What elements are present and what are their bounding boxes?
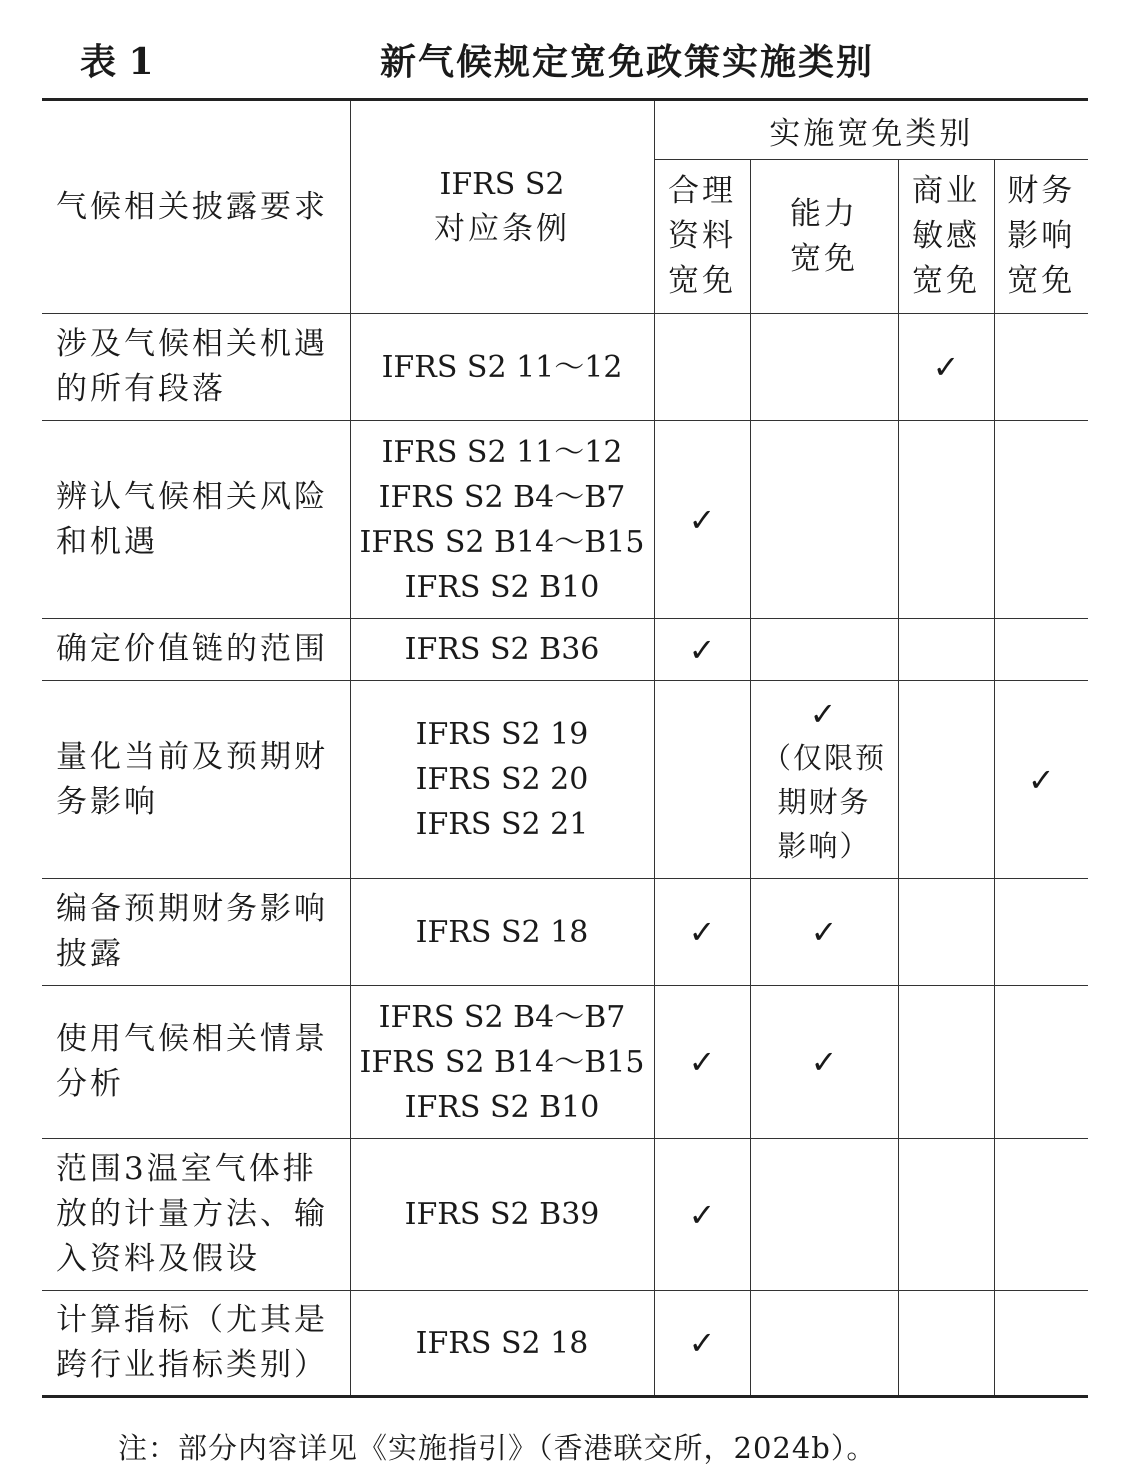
header-line: 宽免 [912,263,980,299]
check-cell-reasonable-info [654,681,750,879]
check-cell-commercial-sensitivity: ✓ [898,314,994,421]
table-row [42,1139,1088,1291]
check-cell-reasonable-info: ✓ [654,879,750,986]
header-clause-line: IFRS S2 [439,167,565,202]
requirement-line: 的所有段落 [56,371,226,407]
requirement-line: 跨行业指标类别） [56,1347,328,1383]
clause-cell [350,619,654,681]
header-line: 宽免 [1007,263,1076,299]
clause-cell [350,1291,654,1397]
clause-cell [350,681,654,879]
header-commercial-sensitivity-exemption [898,160,994,314]
requirement-line: 披露 [56,936,124,972]
check-note-line: 影响） [777,828,871,863]
table-footnote: 注：部分内容详见《实施指引》（香港联交所，2024b）。 [118,1431,877,1465]
requirement-line: 计算指标（尤其是 [56,1302,328,1338]
clause-line: IFRS S2 19 [415,717,589,752]
check-cell-commercial-sensitivity [898,681,994,879]
check-cell-financial-impact [994,879,1088,986]
header-line: 商业 [912,173,980,209]
check-cell-capability [750,619,898,681]
check-cell-reasonable-info [654,314,750,421]
table-row [42,314,1088,421]
header-clause-line: 对应条例 [434,211,570,247]
clause-cell [350,986,654,1139]
check-cell-commercial-sensitivity [898,986,994,1139]
header-capability-exemption [750,160,898,314]
requirement-cell [42,1139,350,1291]
check-cell-reasonable-info: ✓ [654,619,750,681]
requirement-cell [42,314,350,421]
check-cell-capability [750,314,898,421]
clause-line: IFRS S2 B36 [404,632,600,667]
table-row [42,1291,1088,1397]
check-cell-commercial-sensitivity [898,421,994,619]
check-cell-capability: ✓ [750,879,898,986]
check-cell-reasonable-info: ✓ [654,421,750,619]
clause-cell [350,421,654,619]
clause-line: IFRS S2 B10 [404,569,600,605]
check-cell-reasonable-info: ✓ [654,986,750,1139]
clause-line: IFRS S2 B4～B7 [378,479,626,515]
clause-line: IFRS S2 B10 [404,1089,600,1125]
check-cell-commercial-sensitivity [898,1291,994,1397]
requirement-line: 分析 [56,1066,124,1102]
clause-line: IFRS S2 B14～B15 [359,1044,645,1080]
table-row [42,879,1088,986]
check-cell-capability [750,1139,898,1291]
check-cell-financial-impact [994,314,1088,421]
check-cell-commercial-sensitivity [898,1139,994,1291]
check-cell-financial-impact [994,1291,1088,1397]
header-requirement: 气候相关披露要求 [42,100,350,314]
requirement-line: 和机遇 [56,523,158,560]
requirement-cell [42,681,350,879]
requirement-line: 涉及气候相关机遇 [56,326,328,362]
check-cell-capability [750,421,898,619]
requirement-line: 确定价值链的范围 [56,631,328,667]
header-line: 宽免 [668,263,736,299]
clause-line: IFRS S2 20 [415,762,589,797]
clause-cell [350,1139,654,1291]
check-mark: ✓ [809,694,839,733]
header-exemption-group: 实施宽免类别 [654,100,1088,160]
requirement-line: 入资料及假设 [56,1241,260,1277]
requirement-line: 使用气候相关情景 [56,1021,328,1057]
check-cell-commercial-sensitivity [898,619,994,681]
header-line: 合理 [668,173,736,209]
header-financial-impact-exemption [994,160,1088,314]
requirement-line: 编备预期财务影响 [56,891,328,927]
table-title: 新气候规定宽免政策实施类别 [380,41,875,83]
requirement-cell [42,879,350,986]
check-cell-commercial-sensitivity [898,879,994,986]
check-cell-reasonable-info: ✓ [654,1139,750,1291]
requirement-line: 辨认气候相关风险 [56,478,328,515]
check-cell-financial-impact [994,421,1088,619]
header-line: 敏感 [912,218,980,254]
clause-line: IFRS S2 11～12 [381,349,623,385]
check-cell-capability [750,681,898,879]
requirement-line: 放的计量方法、输 [56,1196,328,1232]
clause-line: IFRS S2 18 [415,914,589,950]
clause-line: IFRS S2 18 [415,1325,589,1361]
check-cell-financial-impact [994,1139,1088,1291]
clause-line: IFRS S2 B14～B15 [359,524,645,560]
requirement-cell [42,421,350,619]
table-number: 表 1 [80,41,154,83]
header-clause [350,100,654,314]
check-cell-financial-impact [994,986,1088,1139]
clause-cell [350,314,654,421]
requirement-line: 量化当前及预期财 [56,738,328,775]
clause-line: IFRS S2 B39 [404,1197,600,1232]
clause-line: IFRS S2 B4～B7 [378,999,626,1035]
header-line: 资料 [668,218,736,254]
check-note-line: （仅限预 [761,740,886,775]
check-cell-capability: ✓ [750,986,898,1139]
table-row [42,619,1088,681]
table-row [42,986,1088,1139]
check-note-line: 期财务 [777,784,871,819]
requirement-cell [42,619,350,681]
clause-line: IFRS S2 11～12 [381,434,623,470]
check-cell-financial-impact [994,619,1088,681]
check-cell-reasonable-info: ✓ [654,1291,750,1397]
header-reasonable-info-exemption [654,160,750,314]
requirement-cell [42,1291,350,1397]
table-row [42,681,1088,879]
clause-cell [350,879,654,986]
requirement-line: 范围3温室气体排 [56,1151,317,1187]
exemption-table [42,98,1088,1398]
header-line: 影响 [1007,218,1076,254]
clause-line: IFRS S2 21 [415,807,589,842]
requirement-line: 务影响 [56,783,158,820]
requirement-cell [42,986,350,1139]
header-line: 能力 [790,195,858,232]
check-cell-financial-impact: ✓ [994,681,1088,879]
check-cell-capability [750,1291,898,1397]
header-line: 宽免 [790,240,858,277]
header-line: 财务 [1007,173,1076,209]
table-row [42,421,1088,619]
